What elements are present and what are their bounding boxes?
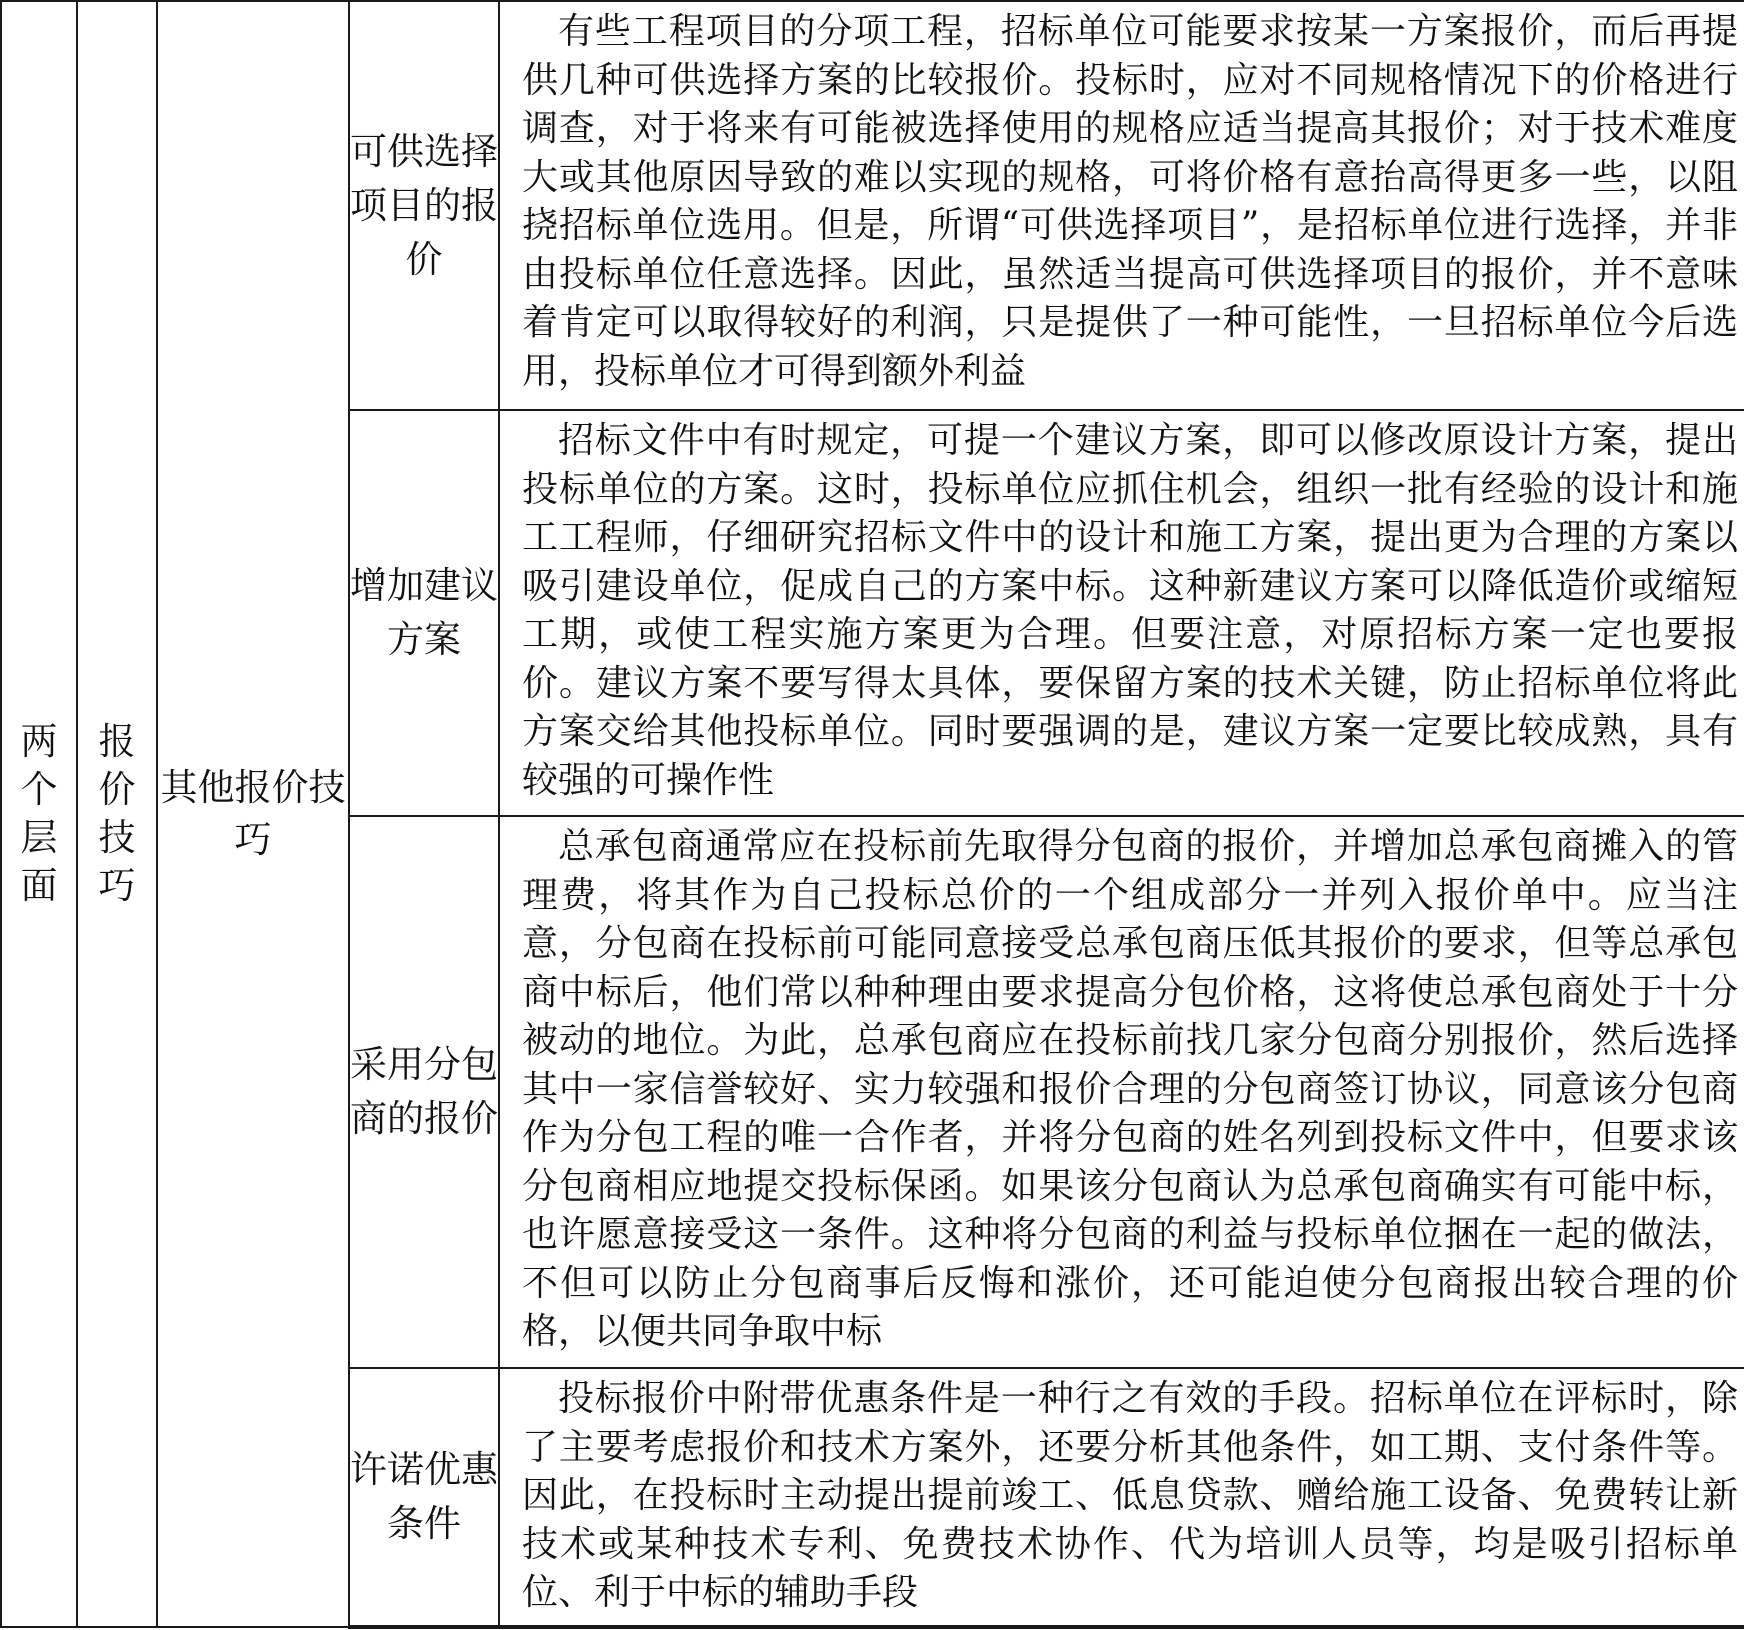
technique-label: 增加建议方案 (349, 410, 499, 816)
category-char: 巧 (98, 864, 136, 907)
category-char: 技 (98, 816, 136, 859)
level-char: 层 (20, 816, 58, 859)
technique-description: 投标报价中附带优惠条件是一种行之有效的手段。招标单位在评标时，除了主要考虑报价和技术方案外，还要分析其他条件，如工期、支付条件等。因此，在投标时主动提出提前竣工、低息贷款、赠给施工设备、免费转让新技术或某种技术专利、免费技术协作、代为培训人员等，均是吸引招标单位、利于中标的辅助手段 (499, 1368, 1744, 1627)
level-char: 个 (20, 768, 58, 811)
level-cell (1, 1, 77, 1627)
table-row (1, 1, 1744, 410)
technique-label: 采用分包商的报价 (349, 816, 499, 1368)
technique-description: 总承包商通常应在投标前先取得分包商的报价，并增加总承包商摊入的管理费，将其作为自己投标总价的一个组成部分一并列入报价单中。应当注意，分包商在投标前可能同意接受总承包商压低其报价的要求，但等总承包商中标后，他们常以种种理由要求提高分包价格，这将使总承包商处于十分被动的地位。为此，总承包商应在投标前找几家分包商分别报价，然后选择其中一家信誉较好、实力较强和报价合理的分包商签订协议，同意该分包商作为分包工程的唯一合作者，并将分包商的姓名列到投标文件中，但要求该分包商相应地提交投标保函。如果该分包商认为总承包商确实有可能中标，也许愿意接受这一条件。这种将分包商的利益与投标单位捆在一起的做法，不但可以防止分包商事后反悔和涨价，还可能迫使分包商报出较合理的价格，以便共同争取中标 (499, 816, 1744, 1368)
technique-label: 可供选择项目的报价 (349, 1, 499, 410)
category-char: 价 (98, 768, 136, 811)
technique-description: 招标文件中有时规定，可提一个建议方案，即可以修改原设计方案，提出投标单位的方案。这时，投标单位应抓住机会，组织一批有经验的设计和施工工程师，仔细研究招标文件中的设计和施工方案，提出更为合理的方案以吸引建设单位，促成自己的方案中标。这种新建议方案可以降低造价或缩短工期，或使工程实施方案更为合理。但要注意，对原招标方案一定也要报价。建议方案不要写得太具体，要保留方案的技术关键，防止招标单位将此方案交给其他投标单位。同时要强调的是，建议方案一定要比较成熟，具有较强的可操作性 (499, 410, 1744, 816)
subcategory-cell: 其他报价技巧 (157, 1, 349, 1627)
technique-label: 许诺优惠条件 (349, 1368, 499, 1627)
category-char: 报 (98, 720, 136, 763)
category-cell (77, 1, 157, 1627)
level-char: 面 (20, 864, 58, 907)
level-char: 两 (20, 720, 58, 763)
technique-description: 有些工程项目的分项工程，招标单位可能要求按某一方案报价，而后再提供几种可供选择方案的比较报价。投标时，应对不同规格情况下的价格进行调查，对于将来有可能被选择使用的规格应适当提高其报价；对于技术难度大或其他原因导致的难以实现的规格，可将价格有意抬高得更多一些，以阻挠招标单位选用。但是，所谓“可供选择项目”，是招标单位进行选择，并非由投标单位任意选择。因此，虽然适当提高可供选择项目的报价，并不意味着肯定可以取得较好的利润，只是提供了一种可能性，一旦招标单位今后选用，投标单位才可得到额外利益 (499, 1, 1744, 410)
